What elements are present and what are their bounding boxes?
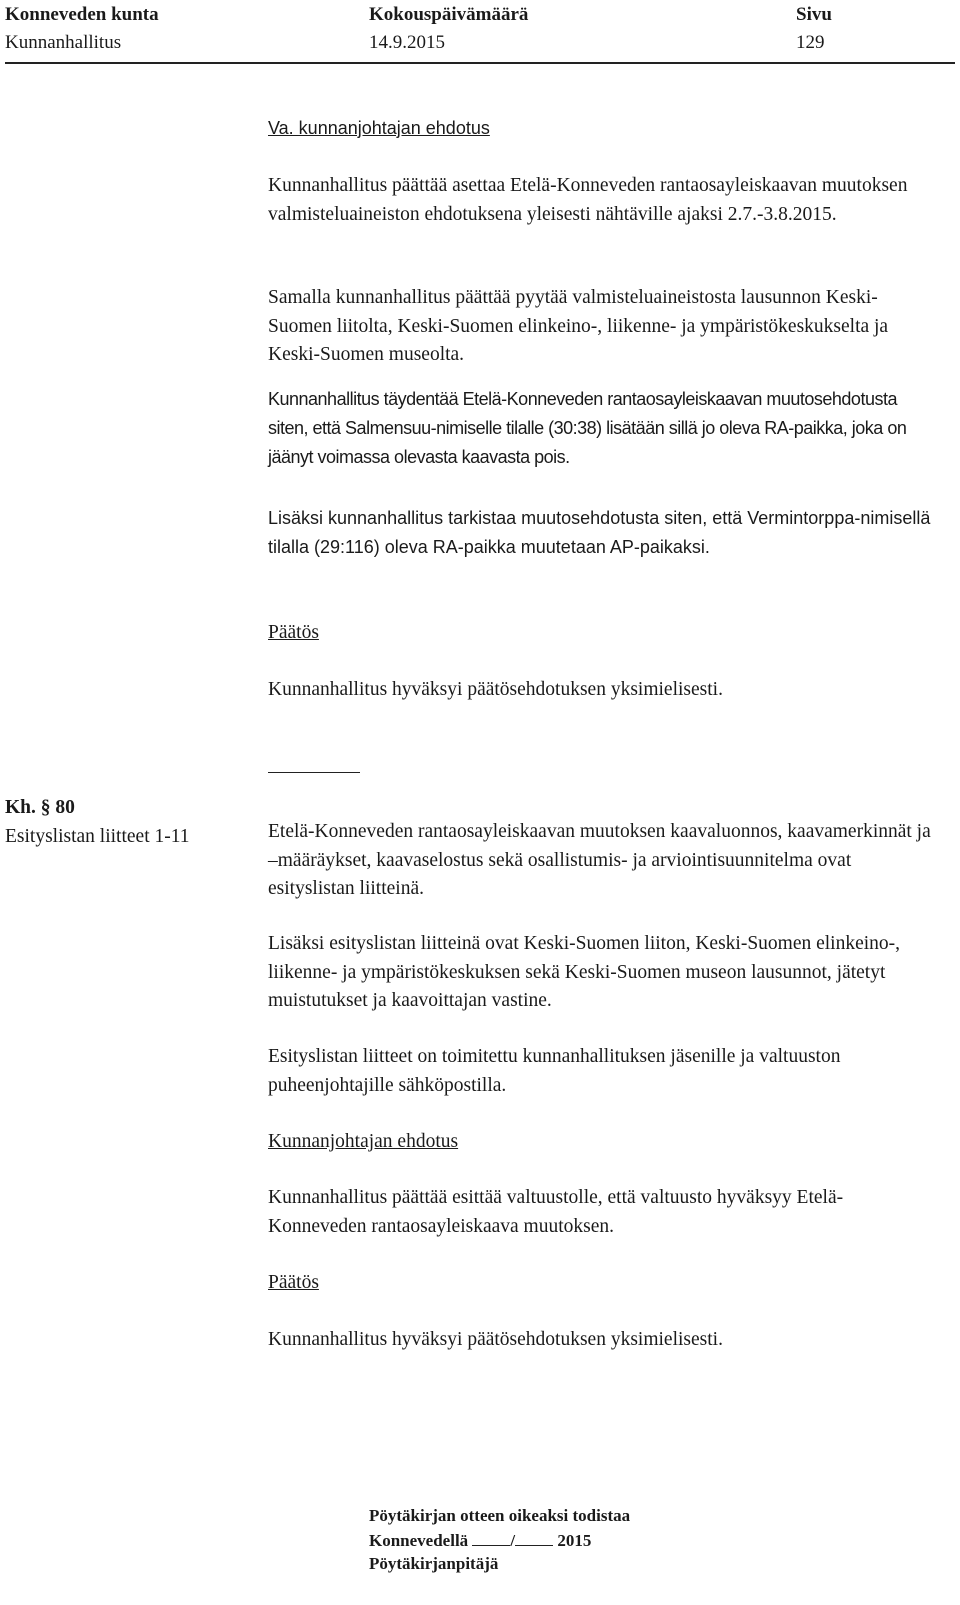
footer-line-3: Pöytäkirjanpitäjä: [369, 1554, 499, 1573]
section2-proposal-label: Kunnanjohtajan ehdotus: [268, 1131, 459, 1152]
section1-decision-label: Päätös: [268, 622, 319, 643]
header-page-block: [796, 1, 832, 57]
kh-label: Kh.: [5, 797, 36, 818]
section-number: [5, 794, 75, 823]
section1-paragraph-4: Lisäksi kunnanhallitus tarkistaa muutosehdotusta siten, että Vermintorppa-nimisellä tilalla (29:116) oleva RA-paikka muutetaan AP-paikaksi.: [268, 508, 931, 557]
section1-paragraph-1: Kunnanhallitus päättää asettaa Etelä-Konneveden rantaosayleiskaavan muutoksen valmisteluaineiston ehdotuksena yleisesti nähtäville ajaksi 2.7.-3.8.2015.: [268, 175, 908, 225]
footer-line-1: Pöytäkirjan otteen oikeaksi todistaa: [369, 1506, 631, 1525]
section1-paragraph-3: Kunnanhallitus täydentää Etelä-Konneveden rantaosayleiskaavan muutosehdotusta siten, että Salmensuu-nimiselle tilalle (30:38) lisätään sillä jo oleva RA-paikka, joka on jäänyt voimassa olevasta kaavasta pois.: [268, 389, 907, 467]
certification-footer: [369, 1504, 630, 1575]
section2-decision: Kunnanhallitus hyväksyi päätösehdotuksen yksimielisesti.: [268, 1329, 723, 1350]
section-sign: §: [40, 797, 51, 818]
month-blank: [515, 1527, 553, 1546]
header-date-label: Kokouspäivämäärä: [369, 4, 529, 25]
section-number-value: 80: [55, 797, 75, 818]
footer-place: Konnevedellä: [369, 1531, 469, 1550]
section1-paragraph-2: Samalla kunnanhallitus päättää pyytää valmisteluaineistosta lausunnon Keski-Suomen liitolta, Keski-Suomen elinkeino-, liikenne- ja ympäristökeskukselta ja Keski-Suomen museolta.: [268, 287, 889, 365]
attachments-side-label: Esityslistan liitteet 1-11: [5, 826, 190, 847]
header-date-block: [369, 1, 528, 57]
section1-decision: Kunnanhallitus hyväksyi päätösehdotuksen yksimielisesti.: [268, 679, 723, 700]
section2-decision-label: Päätös: [268, 1272, 319, 1293]
section2-proposal: Kunnanhallitus päättää esittää valtuustolle, että valtuusto hyväksyy Etelä-Konneveden rantaosayleiskaava muutoksen.: [268, 1187, 844, 1237]
section1-heading: Va. kunnanjohtajan ehdotus: [268, 118, 490, 138]
section2-paragraph-1: Etelä-Konneveden rantaosayleiskaavan muutoksen kaavaluonnos, kaavamerkinnät ja –määräykset, kaavaselostus sekä osallistumis- ja arviointisuunnitelma ovat esityslistan liitteinä.: [268, 821, 931, 899]
header-org: Konneveden kunta: [5, 4, 159, 25]
section2-paragraph-2: Lisäksi esityslistan liitteinä ovat Keski-Suomen liiton, Keski-Suomen elinkeino-, liikenne- ja ympäristökeskuksen sekä Keski-Suomen museon lausunnot, jätetyt muistutukset ja kaavoittajan vastine.: [268, 933, 901, 1011]
header-date: 14.9.2015: [369, 32, 445, 53]
header-page: 129: [796, 32, 825, 53]
header-page-label: Sivu: [796, 4, 832, 25]
footer-year: 2015: [557, 1531, 592, 1550]
header-body: Kunnanhallitus: [5, 32, 122, 53]
day-month-blank: [472, 1527, 510, 1546]
header-org-block: [5, 1, 159, 57]
footer-line-2: [369, 1527, 630, 1552]
section2-paragraph-3: Esityslistan liitteet on toimitettu kunnanhallituksen jäsenille ja valtuuston puheenjohtajille sähköpostilla.: [268, 1046, 841, 1096]
footer-slash: /: [510, 1531, 516, 1550]
section-separator: [268, 772, 360, 773]
header-divider: [5, 62, 955, 64]
